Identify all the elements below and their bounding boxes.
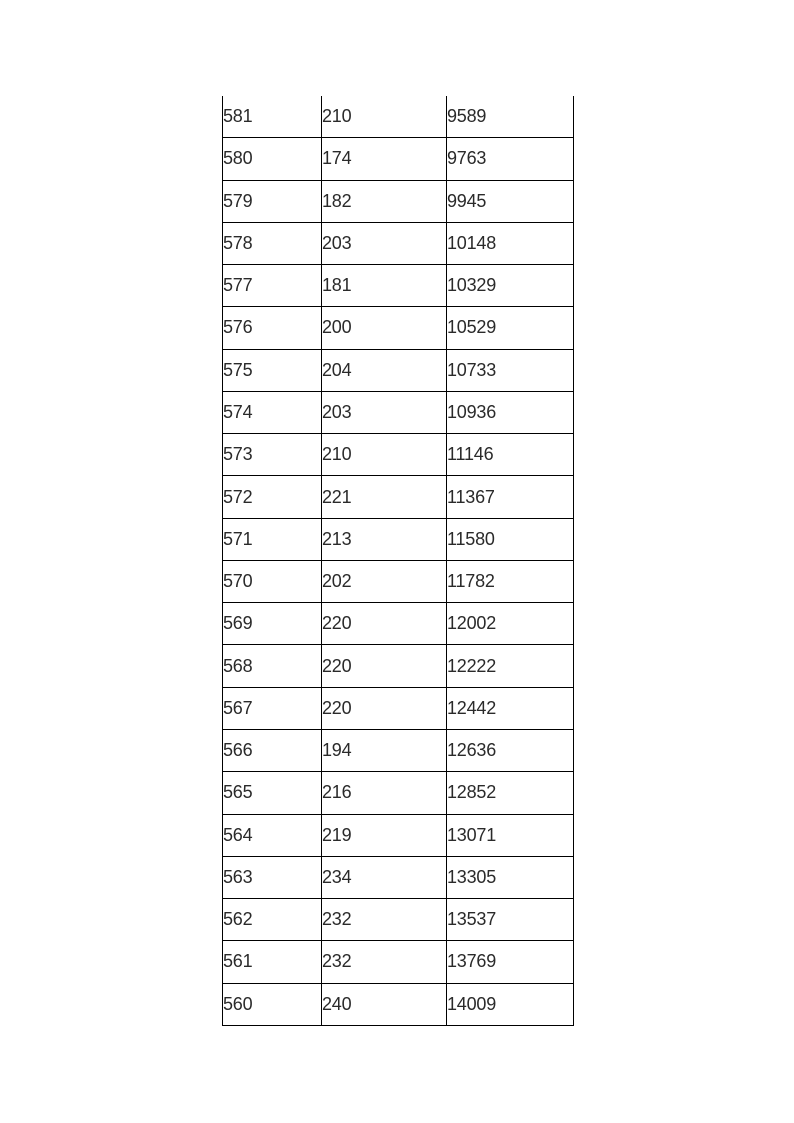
score-cell: 578: [223, 223, 322, 264]
count-cell: 216: [322, 772, 447, 813]
score-cell: 566: [223, 730, 322, 771]
cumulative-cell: 11782: [447, 571, 495, 592]
count-cell: 203: [322, 223, 447, 264]
table-row: [223, 350, 573, 392]
table-row: [223, 688, 573, 730]
score-cell: 568: [223, 645, 322, 686]
table-row: [223, 857, 573, 899]
score-cell: 564: [223, 815, 322, 856]
count-cell: 174: [322, 138, 447, 179]
cumulative-cell: 13537: [447, 909, 497, 930]
cumulative-cell: 9589: [447, 106, 487, 127]
table-row: [223, 223, 573, 265]
score-cell: 569: [223, 603, 322, 644]
count-cell: 203: [322, 392, 447, 433]
cumulative-cell: 10936: [447, 401, 497, 422]
count-cell: 220: [322, 603, 447, 644]
count-cell: 210: [322, 434, 447, 475]
score-cell: 570: [223, 561, 322, 602]
cumulative-cell: 12852: [447, 782, 497, 803]
cumulative-cell: 12222: [447, 655, 497, 676]
score-cell: 576: [223, 307, 322, 348]
table-row: [223, 519, 573, 561]
count-cell: 202: [322, 561, 447, 602]
score-cell: 562: [223, 899, 322, 940]
count-cell: 220: [322, 645, 447, 686]
cumulative-cell: 11580: [447, 528, 495, 549]
table-row: [223, 392, 573, 434]
count-cell: 220: [322, 688, 447, 729]
count-cell: 221: [322, 476, 447, 517]
score-cell: 571: [223, 519, 322, 560]
table-row: [223, 265, 573, 307]
count-cell: 213: [322, 519, 447, 560]
score-cell: 561: [223, 941, 322, 982]
count-cell: 204: [322, 350, 447, 391]
cumulative-cell: 12442: [447, 697, 497, 718]
score-cell: 567: [223, 688, 322, 729]
cumulative-cell: 13071: [447, 824, 497, 845]
cumulative-cell: 10529: [447, 317, 497, 338]
cumulative-cell: 12636: [447, 740, 497, 761]
score-cell: 579: [223, 181, 322, 222]
score-cell: 577: [223, 265, 322, 306]
table-row: [223, 772, 573, 814]
table-row: [223, 476, 573, 518]
count-cell: 200: [322, 307, 447, 348]
count-cell: 240: [322, 984, 447, 1025]
table-row: [223, 984, 573, 1026]
count-cell: 194: [322, 730, 447, 771]
table-row: [223, 941, 573, 983]
score-cell: 565: [223, 772, 322, 813]
score-cell: 574: [223, 392, 322, 433]
score-cell: 575: [223, 350, 322, 391]
table-row: [223, 138, 573, 180]
table-row: [223, 307, 573, 349]
count-cell: 182: [322, 181, 447, 222]
score-cell: 581: [223, 96, 322, 137]
cumulative-cell: 14009: [447, 993, 497, 1014]
table-row: [223, 899, 573, 941]
table-row: [223, 434, 573, 476]
table-row: [223, 96, 573, 138]
count-cell: 234: [322, 857, 447, 898]
table-row: [223, 645, 573, 687]
count-cell: 232: [322, 899, 447, 940]
table-row: [223, 181, 573, 223]
count-cell: 232: [322, 941, 447, 982]
score-cell: 560: [223, 984, 322, 1025]
count-cell: 219: [322, 815, 447, 856]
score-table: [222, 96, 574, 1026]
cumulative-cell: 10148: [447, 232, 497, 253]
score-cell: 572: [223, 476, 322, 517]
cumulative-cell: 10329: [447, 275, 497, 296]
cumulative-cell: 13769: [447, 951, 497, 972]
count-cell: 210: [322, 96, 447, 137]
cumulative-cell: 11367: [447, 486, 495, 507]
cumulative-cell: 12002: [447, 613, 497, 634]
score-cell: 580: [223, 138, 322, 179]
score-cell: 573: [223, 434, 322, 475]
cumulative-cell: 11146: [447, 444, 494, 465]
cumulative-cell: 10733: [447, 359, 497, 380]
count-cell: 181: [322, 265, 447, 306]
cumulative-cell: 9945: [447, 190, 487, 211]
table-row: [223, 603, 573, 645]
table-row: [223, 730, 573, 772]
table-row: [223, 815, 573, 857]
score-cell: 563: [223, 857, 322, 898]
cumulative-cell: 9763: [447, 148, 487, 169]
table-row: [223, 561, 573, 603]
cumulative-cell: 13305: [447, 866, 497, 887]
